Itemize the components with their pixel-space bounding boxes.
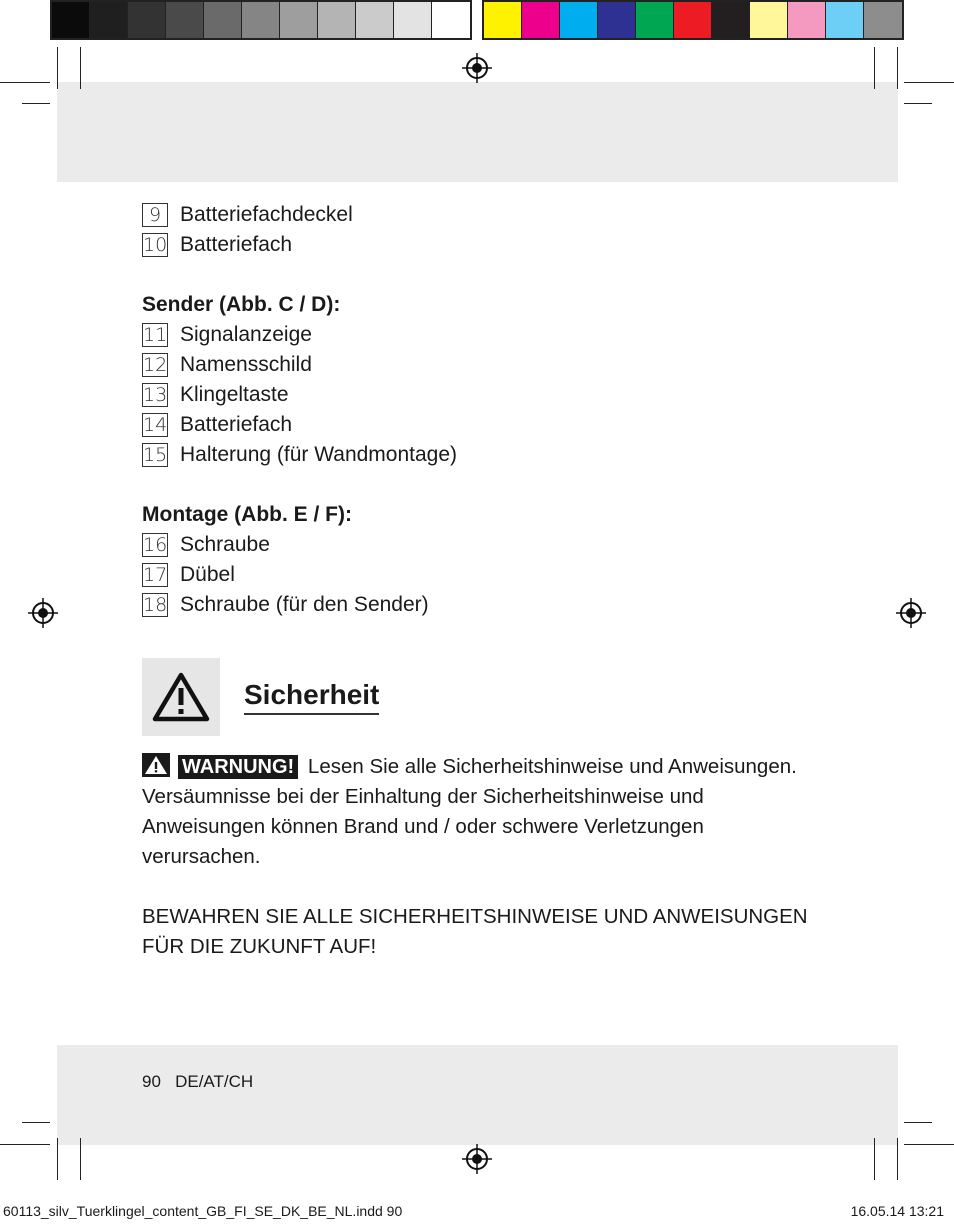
warning-paragraph — [142, 752, 822, 872]
color-swatch — [242, 2, 280, 38]
list-item — [142, 350, 822, 380]
warning-triangle-icon — [142, 753, 170, 777]
page-footer — [142, 1072, 253, 1092]
crop-mark — [874, 1138, 875, 1180]
color-swatch — [90, 2, 128, 38]
list-item — [142, 380, 822, 410]
list-item — [142, 590, 822, 620]
warning-triangle-icon — [152, 672, 210, 722]
crop-mark — [22, 1122, 50, 1123]
color-swatch — [204, 2, 242, 38]
list-item — [142, 200, 822, 230]
list-item — [142, 560, 822, 590]
file-footer-name: 60113_silv_Tuerklingel_content_GB_FI_SE_DK_BE_NL.indd 90 — [3, 1203, 403, 1219]
warning-box — [142, 658, 220, 736]
safety-title: Sicherheit — [244, 679, 379, 715]
list-item — [142, 530, 822, 560]
header-panel — [57, 82, 898, 182]
part-label: Dübel — [180, 563, 235, 586]
registration-mark-icon — [462, 53, 492, 83]
registration-mark-icon — [462, 1144, 492, 1174]
part-number: 17 — [143, 564, 168, 586]
part-number: 14 — [143, 414, 168, 436]
safety-section-header — [142, 658, 822, 736]
notice-line: FÜR DIE ZUKUNFT AUF! — [142, 935, 377, 958]
sender-heading: Sender (Abb. C / D): — [142, 293, 341, 316]
page-region: DE/AT/CH — [175, 1072, 254, 1091]
part-label: Batteriefach — [180, 413, 293, 436]
color-swatch — [674, 2, 712, 38]
crop-mark — [0, 82, 50, 83]
part-number: 13 — [143, 384, 168, 406]
footer-panel — [57, 1045, 898, 1145]
crop-mark — [57, 1138, 58, 1180]
crop-mark — [22, 103, 50, 104]
crop-mark — [0, 1144, 50, 1145]
sender-list — [142, 320, 822, 470]
crop-mark — [874, 47, 875, 89]
part-label: Halterung (für Wandmontage) — [180, 443, 458, 466]
color-swatch — [750, 2, 788, 38]
part-number: 18 — [143, 594, 168, 616]
color-swatch — [52, 2, 90, 38]
part-number: 9 — [142, 203, 168, 227]
color-swatch — [128, 2, 166, 38]
crop-mark — [904, 82, 954, 83]
color-swatch — [432, 2, 470, 38]
color-swatch — [394, 2, 432, 38]
list-item — [142, 230, 822, 260]
crop-mark — [897, 47, 898, 89]
crop-mark — [897, 1138, 898, 1180]
part-number: 11 — [143, 324, 168, 346]
registration-mark-icon — [896, 598, 926, 628]
color-swatch — [356, 2, 394, 38]
crop-mark — [80, 1138, 81, 1180]
crop-mark — [57, 47, 58, 89]
warning-label: WARNUNG! — [178, 755, 298, 779]
crop-mark — [904, 1144, 954, 1145]
list-item — [142, 320, 822, 350]
grey-color-bar — [50, 0, 472, 40]
part-label: Batteriefach — [180, 233, 293, 256]
color-swatch — [522, 2, 560, 38]
color-swatch — [712, 2, 750, 38]
part-number: 16 — [143, 534, 168, 556]
notice-line: BEWAHREN SIE ALLE SICHERHEITSHINWEISE UND ANWEISUNGEN — [142, 905, 808, 928]
color-swatch — [636, 2, 674, 38]
color-swatch — [598, 2, 636, 38]
part-number: 10 — [143, 234, 168, 256]
file-footer-datetime: 16.05.14 13:21 — [850, 1203, 944, 1219]
page-number: 90 — [142, 1072, 161, 1091]
montage-heading: Montage (Abb. E / F): — [142, 503, 352, 526]
part-label: Schraube — [180, 533, 270, 556]
list-item — [142, 410, 822, 440]
color-swatch — [560, 2, 598, 38]
part-label: Namensschild — [180, 353, 312, 376]
part-number: 12 — [143, 354, 168, 376]
registration-mark-icon — [28, 598, 58, 628]
part-label: Schraube (für den Sender) — [180, 593, 429, 616]
color-swatch — [826, 2, 864, 38]
color-swatch — [318, 2, 356, 38]
process-color-bar — [482, 0, 904, 40]
color-swatch — [166, 2, 204, 38]
warning-text: Lesen Sie alle Sicherheitshinweise und Anweisungen. Versäumnisse bei der Einhaltung der Sicherheitshinweise und Anweisungen können Brand und / oder schwere Verletzungen verursachen. — [142, 755, 797, 868]
part-label: Klingeltaste — [180, 383, 289, 406]
manual-content — [142, 200, 822, 962]
color-swatch — [484, 2, 522, 38]
color-swatch — [864, 2, 902, 38]
keep-instructions-notice — [142, 902, 822, 962]
color-swatch — [280, 2, 318, 38]
parts-list-a — [142, 200, 822, 260]
crop-mark — [904, 103, 932, 104]
montage-list — [142, 530, 822, 620]
list-item — [142, 440, 822, 470]
crop-mark — [904, 1122, 932, 1123]
part-label: Signalanzeige — [180, 323, 312, 346]
part-number: 15 — [143, 444, 168, 466]
color-swatch — [788, 2, 826, 38]
crop-mark — [80, 47, 81, 89]
part-label: Batteriefachdeckel — [180, 203, 353, 226]
